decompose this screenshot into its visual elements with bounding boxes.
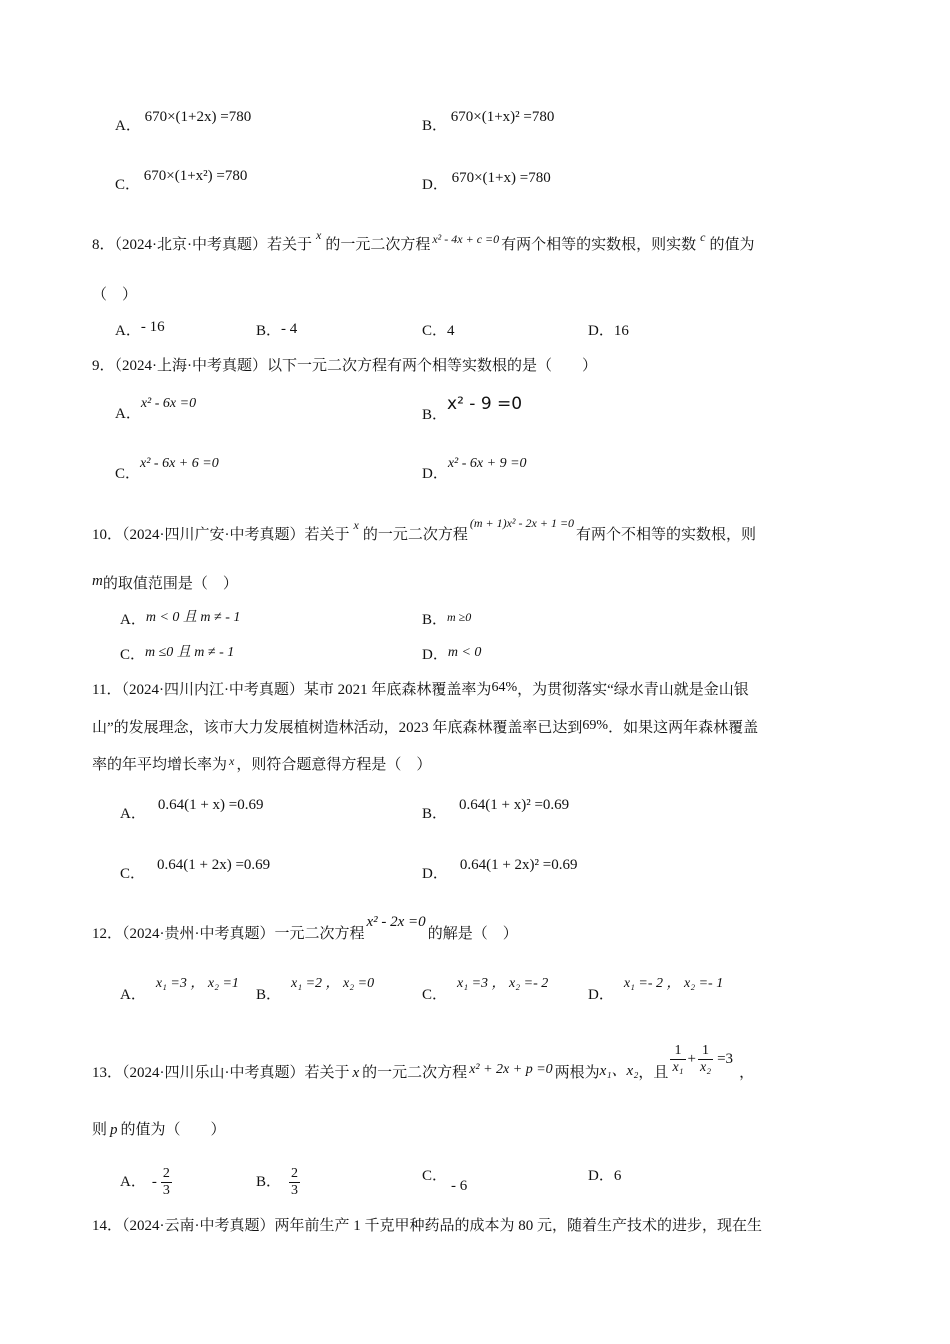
q13-roots: x₁、x₂: [599, 1062, 639, 1079]
option-label: B．: [256, 987, 282, 1003]
q13-fraction-1: [670, 1043, 685, 1076]
q13-option-c: [422, 1166, 468, 1194]
option-math: x₁ =- 2 ， x₂ =- 1: [623, 976, 724, 991]
q12-option-c: [422, 976, 549, 1006]
q9-stem: 9．（2024·上海·中考真题）以下一元二次方程有两个相等实数根的是（ ）: [92, 358, 597, 374]
option-label: B．: [256, 323, 282, 339]
option-value: - 4: [281, 321, 298, 337]
option-label: A．: [120, 612, 146, 628]
q8-text-1: 8．（2024·北京·中考真题）若关于: [92, 237, 312, 253]
q13-text: 两根为: [554, 1064, 600, 1081]
option-math: x² - 6x =0: [140, 396, 197, 411]
q13-text: ，: [739, 1064, 755, 1081]
option-math: 670×(1+2x) =780: [144, 109, 252, 125]
fraction-denominator: 3: [291, 1183, 299, 1198]
q10-option-a: [120, 610, 240, 631]
q14-stem: 14．（2024·云南·中考真题）两年前生产 1 千克甲种药品的成本为 80 元，随着生产技术的进步，现在生: [92, 1218, 762, 1234]
option-label: D．: [588, 987, 614, 1003]
option-math: m < 0 且 m ≠ - 1: [145, 610, 241, 625]
q8-text-4: 的值为: [709, 237, 755, 253]
q11-var-x: x: [229, 754, 235, 768]
fraction-numerator: 1: [698, 1043, 713, 1060]
option-label: C．: [120, 866, 146, 882]
option-label: D．: [422, 647, 448, 663]
option-label: B．: [422, 612, 448, 628]
option-fraction: [161, 1166, 172, 1199]
option-label: B．: [422, 118, 448, 134]
q7-option-d: [422, 170, 551, 195]
option-math: 670×(1+x) =780: [451, 170, 551, 186]
q11-text: 11．（2024·四川内江·中考真题）某市 2021 年底森林覆盖率为: [92, 682, 492, 698]
q10-equation: (m + 1)x² - 2x + 1 =0: [469, 516, 575, 530]
option-math: x₁ =3 ， x₂ =- 2: [457, 976, 549, 991]
q13-stem-line2: [92, 1120, 226, 1140]
option-value: - 16: [140, 319, 165, 335]
q8-equation: x² - 4x + c =0: [432, 232, 500, 246]
q9-option-a: [115, 396, 197, 425]
q8-option-c: [422, 321, 455, 341]
option-label: D．: [588, 1168, 614, 1184]
option-label: D．: [422, 466, 448, 482]
option-math: x² - 6x + 6 =0: [140, 456, 219, 471]
q11-percent-2021: 64%: [491, 680, 518, 695]
q10-option-b: [422, 610, 471, 630]
q12-stem: [92, 914, 518, 944]
q10-text-2: 的一元二次方程: [362, 527, 468, 543]
option-label: B．: [422, 806, 448, 822]
option-label: D．: [588, 323, 614, 339]
q7-option-c: [115, 168, 248, 195]
option-label: A．: [115, 118, 141, 134]
q13-text: 的一元二次方程: [362, 1064, 468, 1081]
fraction-numerator: 2: [291, 1166, 299, 1181]
q12-option-a: [120, 976, 239, 1006]
plus-sign: +: [687, 1050, 696, 1067]
q8-answer-paren: （ ）: [92, 287, 138, 303]
option-label: B．: [256, 1173, 282, 1190]
fraction-denominator: 3: [162, 1183, 170, 1198]
q9-option-d: [422, 456, 527, 485]
option-math: m ≤0 且 m ≠ - 1: [145, 645, 235, 660]
q13-fraction-2: [698, 1043, 713, 1076]
q10-var-m: m: [92, 573, 103, 589]
q13-option-a: [120, 1166, 172, 1199]
q13-option-d: [588, 1166, 621, 1186]
q13-text: ，且: [638, 1064, 669, 1081]
q13-equation-rhs: =3: [717, 1050, 734, 1067]
option-math: 0.64(1 + x)² =0.69: [459, 797, 570, 813]
option-label: A．: [120, 987, 146, 1003]
q11-stem-line3: [92, 755, 431, 775]
option-label: A．: [115, 323, 141, 339]
q9-option-c: [115, 456, 219, 485]
option-label: C．: [115, 177, 141, 193]
option-math: 0.64(1 + x) =0.69: [157, 797, 264, 813]
q8-var-x: x: [316, 228, 322, 242]
q12-text: 12．（2024·贵州·中考真题）一元二次方程: [92, 926, 365, 942]
option-math: x² - 6x + 9 =0: [447, 456, 527, 471]
q12-equation: x² - 2x =0: [366, 914, 426, 930]
option-label: C．: [120, 647, 146, 663]
q8-text-3: 有两个相等的实数根，则实数: [501, 237, 697, 253]
option-label: A．: [115, 406, 141, 422]
option-math: 670×(1+x²) =780: [143, 168, 248, 184]
q10-stem: [92, 516, 757, 545]
q8-stem: [92, 228, 755, 255]
q12-option-b: [256, 976, 375, 1006]
option-label: C．: [422, 323, 448, 339]
q8-option-b: [256, 321, 297, 341]
q9-option-b: [422, 394, 523, 425]
q11-option-d: [422, 857, 578, 884]
q11-text: ．如果这两年森林覆盖: [608, 720, 759, 736]
q7-option-b: [422, 109, 555, 136]
option-label: D．: [422, 866, 448, 882]
option-math: x² - 9 =0: [447, 394, 523, 414]
option-label: B．: [422, 407, 448, 423]
q13-var-x: x: [352, 1064, 360, 1081]
option-math: m ≥0: [447, 610, 472, 624]
option-value: 16: [613, 323, 629, 339]
option-math: 0.64(1 + 2x) =0.69: [157, 857, 271, 873]
q12-option-d: [588, 976, 724, 1006]
q13-text: 则: [92, 1122, 108, 1138]
q12-text: 的解是（ ）: [427, 926, 518, 942]
q11-text: 山”的发展理念，该市大力发展植树造林活动，2023 年底森林覆盖率已达到: [92, 720, 583, 736]
q13-equation: x² + 2x + p =0: [469, 1061, 553, 1077]
fraction-numerator: 1: [670, 1043, 685, 1060]
option-label: A．: [120, 806, 146, 822]
q10-option-d: [422, 645, 481, 666]
q8-option-a: [115, 321, 165, 341]
q11-text: ，则符合题意得方程是（ ）: [236, 757, 432, 773]
q11-stem-line1: [92, 680, 749, 701]
q10-var-x: x: [353, 518, 359, 532]
option-value: - 6: [451, 1178, 468, 1194]
fraction-denominator: x₁: [672, 1060, 684, 1075]
option-value: 6: [613, 1168, 622, 1184]
option-math: 0.64(1 + 2x)² =0.69: [459, 857, 578, 873]
q13-stem: [92, 1043, 755, 1090]
option-label: C．: [422, 1168, 448, 1184]
q10-text-3: 有两个不相等的实数根，则: [576, 527, 757, 543]
fraction-denominator: x₂: [700, 1060, 712, 1075]
q11-percent-2023: 69%: [582, 718, 609, 733]
option-math: m < 0: [447, 645, 482, 660]
option-math: 670×(1+x)² =780: [450, 109, 555, 125]
q7-option-a: [115, 109, 252, 136]
option-math: x₁ =3 ， x₂ =1: [155, 976, 239, 991]
q10-option-c: [120, 645, 234, 666]
q8-option-d: [588, 321, 629, 341]
q13-text: 13．（2024·四川乐山·中考真题）若关于: [92, 1064, 350, 1081]
q11-text: 率的年平均增长率为: [92, 757, 228, 773]
q10-text-4: 的取值范围是（ ）: [102, 576, 238, 592]
option-fraction: [289, 1166, 300, 1199]
option-math: x₁ =2 ， x₂ =0: [291, 976, 375, 991]
option-label: D．: [422, 177, 448, 193]
q13-var-p: p: [110, 1122, 118, 1138]
q11-option-b: [422, 797, 570, 824]
q8-var-c: c: [700, 230, 706, 244]
q10-text-1: 10．（2024·四川广安·中考真题）若关于: [92, 527, 350, 543]
q13-text: 的值为（ ）: [120, 1122, 226, 1138]
option-sign: -: [151, 1173, 157, 1190]
option-label: C．: [115, 466, 141, 482]
fraction-numerator: 2: [162, 1166, 170, 1181]
option-label: C．: [422, 987, 448, 1003]
q11-option-a: [120, 797, 264, 824]
q13-option-b: [256, 1166, 300, 1199]
q11-option-c: [120, 857, 271, 884]
q8-text-2: 的一元二次方程: [325, 237, 431, 253]
q11-stem-line2: [92, 718, 758, 739]
option-label: A．: [120, 1173, 146, 1190]
q10-stem-line2: [92, 574, 238, 594]
q11-text: ，为贯彻落实“绿水青山就是金山银: [517, 682, 749, 698]
option-value: 4: [447, 323, 455, 339]
